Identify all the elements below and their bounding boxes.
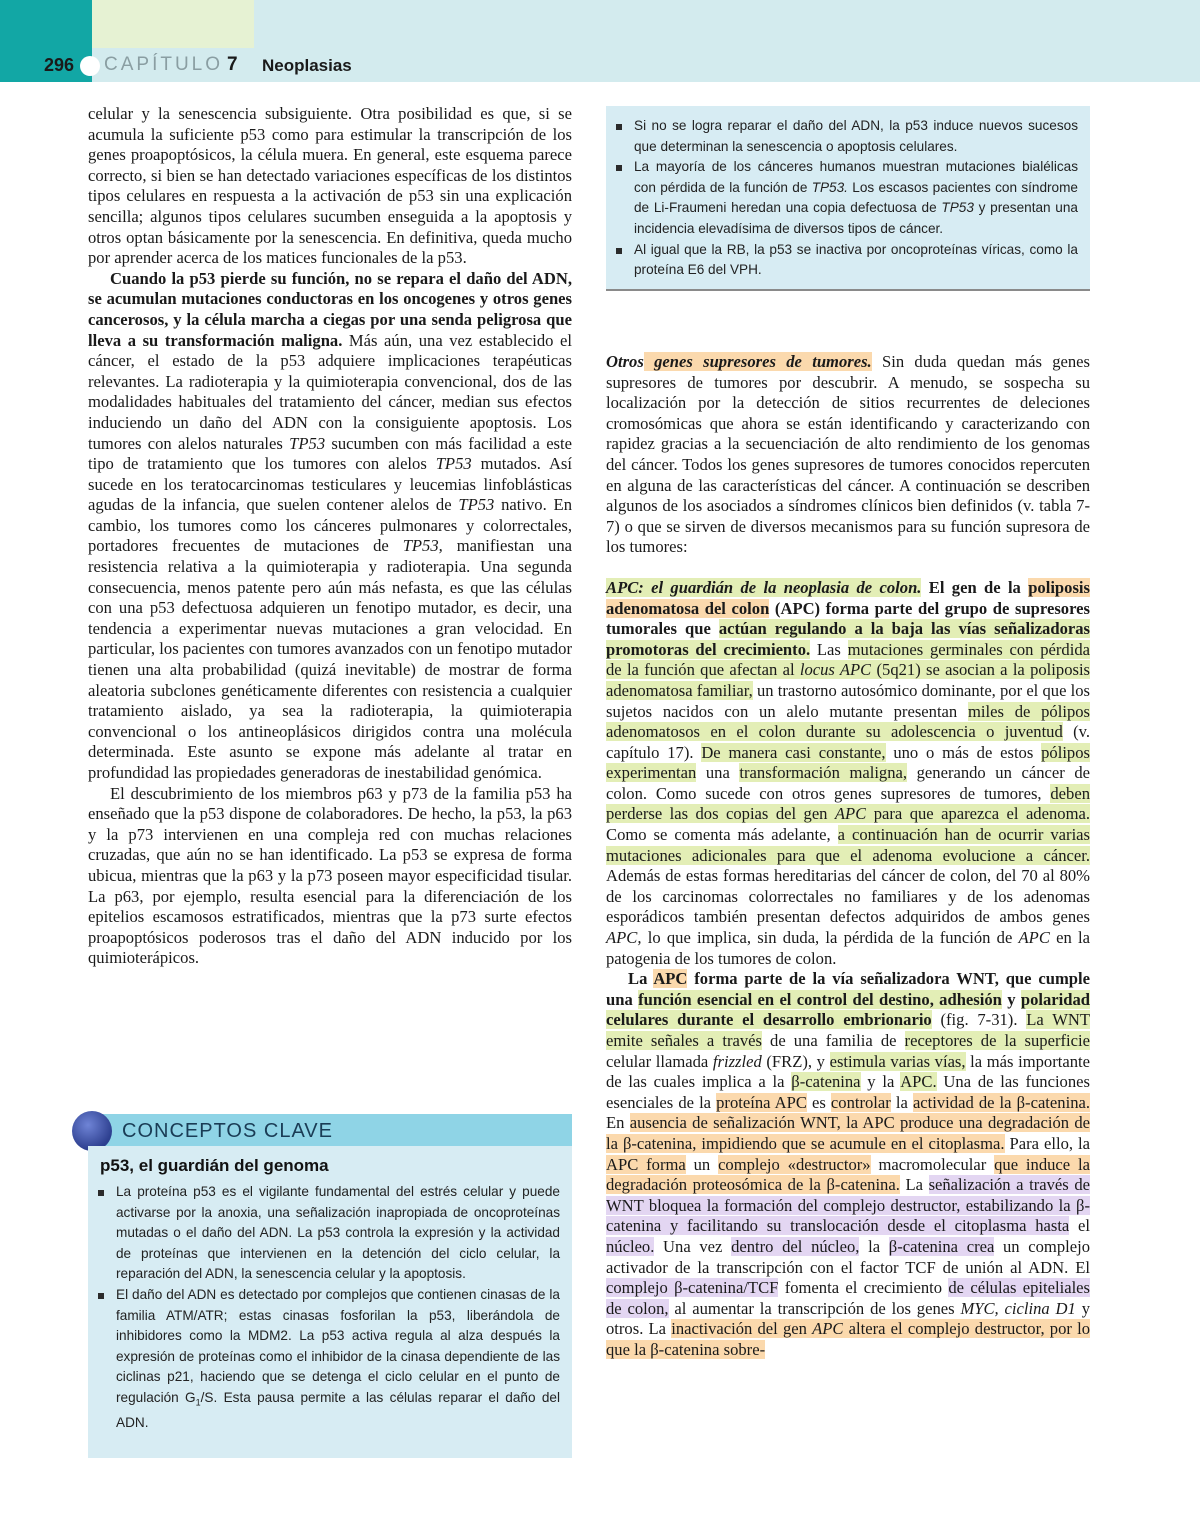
- section-heading: Otros: [606, 352, 644, 371]
- text: Los escasos pacientes con síndrome de Li-Fraumeni heredan una copia defectuosa de: [634, 179, 1078, 216]
- key-concepts-list: [88, 1182, 560, 1434]
- text: la: [890, 1092, 913, 1112]
- text: sucumben con más facilidad a este tipo de tratamiento que los tumores con alelos: [88, 433, 572, 474]
- page-number: 296: [44, 55, 75, 75]
- text: en la patogenia de los tumores de colon.: [606, 928, 1090, 968]
- paragraph: [606, 352, 1090, 558]
- gene-name: locus APC: [799, 660, 872, 680]
- highlight: para que aparezca el adenoma.: [866, 804, 1090, 824]
- paragraph: [606, 969, 1090, 1360]
- text: (v. capítulo 17).: [606, 722, 1091, 762]
- gene-name: APC: [834, 804, 867, 824]
- text: El daño del ADN es detectado por complejos que contienen cinasas de la familia ATM/ATR; estas cinasas fosforilan la p53, liberándola de inhibidores como la MDM2. La p53 activa regula al alza después la expresión de proteínas como el inhibidor de la cinasa dependiente de las ciclinas p21, haciendo que se detenga el ciclo celular en el punto de regulación G: [116, 1286, 560, 1405]
- text: una: [696, 763, 740, 783]
- subscript: 1: [195, 1397, 201, 1408]
- text: manifiestan una resistencia relativa a la quimioterapia y radioterapia. Una segunda consecuencia, menos patente pero aún más nefasta, es que las células con una p53 defectuosa adquieren un fenotipo mutador, es decir, una tendencia a experimentar nuevas mutaciones a gran velocidad. En particular, los pacientes con tumores avanzados con un fenotipo mutador tienen una alta probabilidad (quizá inevitable) de mostrar de forma aleatoria subclones genéticamente diferentes con resistencia a cualquier tratamiento aislado, ya sea la radioterapia, la quimioterapia convencional o los antineoplásicos dirigidos contra una molécula determinada. Este asunto se expone más adelante al tratar en profundidad las propiedades generadoras de inestabilidad genómica.: [88, 536, 572, 782]
- text: Más aún, una vez establecido el cáncer, el estado de la p53 adquiere implicaciones terapéuticas relevantes. La radioterapia y la quimioterapia convencional, dos de las modalidades habituales del tratamiento del cáncer, median sus efectos induciendo un daño del ADN con la consiguiente apoptosis. Los tumores con alelos naturales: [88, 330, 572, 453]
- text: macromolecular: [870, 1154, 995, 1174]
- text: (FRZ), y: [761, 1051, 830, 1071]
- text: nativo. En cambio, los tumores como los cánceres pulmonares y colorrectales, portadores frecuentes de mutaciones de: [88, 495, 572, 556]
- highlight: APC forma: [606, 1154, 686, 1174]
- highlight: polaridad celulares durante el desarrollo embrionario: [606, 989, 1091, 1030]
- header-dot: [80, 56, 100, 76]
- highlight: deben perderse las dos copias del gen: [606, 783, 1090, 824]
- highlight: ausencia de señalización WNT, la APC produce una degradación de la β-catenina, impidiendo que se acumule en el citoplasma.: [606, 1113, 1090, 1153]
- highlight: dentro del núcleo,: [731, 1236, 860, 1256]
- text: un: [685, 1154, 719, 1174]
- highlight: controlar: [830, 1092, 891, 1112]
- text: un trastorno autosómico dominante, por el que los sujetos nacidos con un alelo mutante presentan: [606, 680, 1090, 721]
- text: El gen de la: [921, 577, 1029, 597]
- text: Las: [810, 639, 848, 659]
- highlight: poliposis adenomatosa del colon: [606, 577, 1090, 618]
- gene-name: TP53: [458, 495, 495, 515]
- highlight: inactivación del gen: [671, 1319, 813, 1339]
- text: Una de las funciones esenciales de la: [606, 1072, 1090, 1112]
- section-heading: genes supresores de tumores.: [643, 352, 872, 371]
- gene-name: APC: [812, 1319, 844, 1339]
- highlight: de células epiteliales de colon,: [606, 1278, 1090, 1318]
- gene-name: TP53: [289, 433, 326, 453]
- list-item: La proteína p53 es el vigilante fundamental del estrés celular y puede activarse por la anoxia, una señalización inapropiada de oncoproteínas mutadas o el daño del ADN. La p53 controla la expresión y la actividad de proteínas que intervienen en la detención del ciclo celular, la reparación del ADN, la senescencia celular y la apoptosis.: [88, 1182, 560, 1285]
- gene-name: TP53,: [402, 536, 443, 556]
- text: La: [628, 969, 654, 989]
- chapter-number: 7: [227, 54, 238, 75]
- text: (fig. 7-31).: [931, 1010, 1027, 1030]
- highlight: (5q21) se asocian a la poliposis adenomatosa familiar,: [606, 660, 1091, 700]
- highlight: La WNT emite señales a través: [606, 1010, 1090, 1050]
- gene-name: APC: [1018, 928, 1050, 948]
- highlight: complejo β-catenina/TCF: [606, 1278, 779, 1298]
- gene-name: TP53.: [811, 179, 848, 195]
- text: fomenta el crecimiento: [778, 1278, 949, 1298]
- text: y: [1001, 989, 1021, 1009]
- highlight: actividad de la β-catenina.: [912, 1092, 1090, 1112]
- highlight: núcleo.: [606, 1236, 655, 1256]
- highlight: estimula varias vías,: [829, 1051, 966, 1071]
- gene-name: TP53: [941, 200, 974, 216]
- text: mutados. Así sucede en los teratocarcinomas testiculares y leucemias linfoblásticas agudas de la infancia, que suelen contener alelos de: [88, 454, 572, 515]
- highlight: altera el complejo destructor, por lo que la β-catenina sobre-: [606, 1319, 1091, 1359]
- paragraph: El descubrimiento de los miembros p63 y p73 de la familia p53 ha enseñado que la p53 dispone de colaboradores. De hecho, la p53, la p63 y la p73 intervienen en una compleja red con muchas relaciones cruzadas, que aún no se han identificado. La p53 se expresa de forma ubicua, mientras que la p63 y la p73 poseen mayor especificidad tisular. La p63, por ejemplo, resulta esencial para la diferenciación de los epitelios escamosos estratificados, mientras que la p73 surte efectos proapoptósicos poderosos tras el daño del ADN inducido por los quimioterápicos.: [88, 783, 572, 968]
- key-concepts-title: CONCEPTOS CLAVE: [122, 1120, 333, 1142]
- chapter-title: Neoplasias: [262, 56, 352, 75]
- bold-statement: Cuando la p53 pierde su función, no se repara el daño del ADN, se acumulan mutaciones conductoras en los oncogenes y otros genes cancerosos, y la célula marcha a ciegas por una senda peligrosa que lleva a su transformación maligna.: [88, 268, 572, 350]
- paragraph: [606, 578, 1090, 969]
- highlight: APC.: [900, 1072, 937, 1092]
- highlight: APC: [653, 969, 688, 989]
- text: y presentan una incidencia elevadísima de diversos tipos de cáncer.: [634, 200, 1078, 236]
- highlight: señalización a través de WNT bloquea la formación del complejo destructor, estabilizando la β-catenina y facilitando su translocación desde el citoplasma hasta: [606, 1175, 1090, 1236]
- paragraph: celular y la senescencia subsiguiente. Otra posibilidad es que, si se acumula la suficiente p53 como para estimular la transcripción de los genes proapoptósicos, la célula muera. En general, este esquema parece correcto, si bien se han detectado variaciones específicas de los distintos tipos celulares en respuesta a la activación de p53 sin una explicación sencilla; algunos tipos celulares sucumben enseguida a la apoptosis y otros optan básicamente por la senescencia. En definitiva, queda mucho por aprender acerca de los matices funcionales de la p53.: [88, 104, 572, 268]
- header-accent-pale: [92, 0, 254, 48]
- key-concepts-badge-icon: [72, 1111, 112, 1151]
- text: es: [806, 1092, 831, 1112]
- gene-name: APC,: [606, 928, 642, 948]
- highlight: a continuación han de ocurrir varias mutaciones adicionales para que el adenoma evolucione a cáncer.: [606, 825, 1091, 865]
- section-heading: APC: el guardián de la neoplasia de colon.: [606, 577, 922, 597]
- text: Sin duda quedan más genes supresores de tumores por descubrir. A menudo, se sospecha su localización por la detección de sitios recurrentes de deleciones cromosómicas que ahora se están identificando y caracterizando con rapidez gracias a la secuenciación de alto rendimiento de los genomas del cáncer. Todos los genes supresores de tumores conocidos repercuten en alguna de las características del cáncer. A continuación se describen algunos de los asociados a síndromes clínicos bien definidos (v. tabla 7-7) o que se sirven de diversos mecanismos para su función supresora de los tumores:: [606, 352, 1090, 557]
- text: un complejo activador de la transcripción con el factor TCF de unión al ADN. El: [606, 1236, 1091, 1277]
- text: En: [606, 1113, 630, 1133]
- text: (APC) forma parte del grupo de supresores tumorales que: [606, 598, 1090, 639]
- highlight: miles de pólipos adenomatosos en el colon durante su adolescencia o juventud: [606, 701, 1090, 742]
- gene-name: TP53: [435, 454, 472, 474]
- chapter-label: CAPÍTULO: [104, 54, 224, 75]
- highlight: proteína APC: [716, 1092, 807, 1112]
- key-concepts-list: [606, 116, 1078, 281]
- term: frizzled: [712, 1051, 762, 1071]
- text: Además de estas formas hereditarias del cáncer de colon, del 70 al 80% de los carcinomas colorrectales no familiares y de los adenomas esporádicos también presentan defectos adquiridos de ambos genes: [606, 866, 1090, 927]
- text: uno o más de estos: [885, 742, 1042, 762]
- text: lo que implica, sin duda, la pérdida de la función de: [641, 928, 1019, 948]
- text: Para ello, la: [1004, 1133, 1090, 1153]
- highlight: actúan regulando a la baja las vías señalizadoras promotoras del crecimiento.: [606, 619, 1090, 659]
- text: la más importante de las cuales implica a la: [606, 1051, 1090, 1092]
- text: forma parte de la vía señalizadora WNT, que cumple una: [606, 969, 1090, 1009]
- text: de una familia de: [761, 1031, 905, 1050]
- right-column: [606, 352, 1090, 1361]
- text: la: [859, 1236, 889, 1256]
- highlight: que induce la degradación proteosómica de la β-catenina.: [606, 1154, 1090, 1195]
- highlight: complejo «destructor»: [718, 1154, 871, 1174]
- text: La mayoría de los cánceres humanos muestran mutaciones bialélicas con pérdida de la función de: [634, 159, 1078, 195]
- highlight: función esencial en el control del destino, adhesión: [638, 989, 1002, 1009]
- highlight: β-catenina: [791, 1072, 861, 1092]
- highlight: mutaciones germinales con pérdida de la función que afectan al: [606, 639, 1090, 680]
- key-concepts-continuation-box: [606, 106, 1090, 291]
- text: y otros. La: [606, 1298, 1090, 1339]
- text: Como se comenta más adelante,: [606, 825, 838, 845]
- text: La: [899, 1175, 929, 1195]
- text: y la: [860, 1072, 901, 1092]
- highlight: pólipos experimentan: [606, 742, 1090, 783]
- text: celular llamada: [606, 1051, 713, 1071]
- text: Una vez: [654, 1236, 732, 1256]
- text: al aumentar la transcripción de los genes: [668, 1298, 961, 1318]
- gene-name: MYC, ciclina D1: [960, 1298, 1076, 1318]
- key-concepts-subtitle: p53, el guardián del genoma: [100, 1156, 329, 1175]
- list-item: Si no se logra reparar el daño del ADN, la p53 induce nuevos sucesos que determinan la senescencia o apoptosis celulares.: [606, 116, 1078, 157]
- text: generando un cáncer de colon. Como sucede con otros genes supresores de tumores,: [606, 763, 1090, 803]
- highlight: β-catenina crea: [888, 1236, 995, 1256]
- highlight: transformación maligna,: [739, 763, 908, 783]
- paragraph: [88, 269, 572, 784]
- key-concepts-box: [88, 1146, 572, 1458]
- left-column: [88, 104, 572, 969]
- text: el: [1069, 1216, 1090, 1236]
- highlight: receptores de la superficie: [904, 1031, 1090, 1050]
- list-item: [606, 157, 1078, 239]
- list-item: Al igual que la RB, la p53 se inactiva por oncoproteínas víricas, como la proteína E6 del VPH.: [606, 240, 1078, 281]
- text: /S. Esta pausa permite a las células reparar el daño del ADN.: [116, 1389, 560, 1431]
- highlight: De manera casi constante,: [701, 742, 886, 762]
- list-item: [88, 1285, 560, 1434]
